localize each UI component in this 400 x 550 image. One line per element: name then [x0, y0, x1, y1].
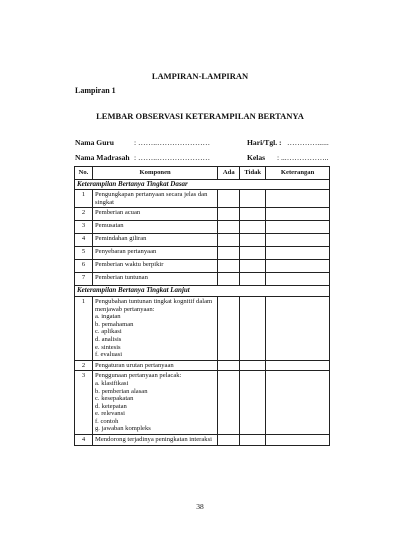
- row-number: 4: [75, 234, 93, 247]
- table-row: [75, 190, 330, 208]
- row-component: Pemindahan giliran: [92, 234, 217, 247]
- list-item: b. pemahaman: [94, 320, 134, 328]
- cell-keterangan[interactable]: [266, 208, 330, 221]
- nama-madrasah-value: : ……..…………………: [134, 153, 211, 162]
- row-component: Penyebaran pertanyaan: [92, 247, 217, 260]
- cell-tidak[interactable]: [240, 247, 266, 260]
- list-item: e. relevansi: [94, 410, 125, 418]
- cell-ada[interactable]: [218, 273, 240, 286]
- cell-ada[interactable]: [218, 360, 240, 371]
- cell-tidak[interactable]: [240, 371, 266, 435]
- row-number: 7: [75, 273, 93, 286]
- table-row: [75, 208, 330, 221]
- row-component: Pemberian tuntunan: [92, 273, 217, 286]
- cell-ada[interactable]: [218, 208, 240, 221]
- cell-tidak[interactable]: [240, 234, 266, 247]
- cell-keterangan[interactable]: [266, 190, 330, 208]
- cell-keterangan[interactable]: [266, 247, 330, 260]
- observation-table: [74, 166, 330, 446]
- section-dasar-title: Keterampilan Bertanya Tingkat Dasar: [75, 179, 330, 190]
- row-component: Pengaturan urutan pertanyaan: [92, 360, 217, 371]
- row-component-text: Pengubahan tuntunan tingkat kognitif dalam menjawab pertanyaan:: [94, 297, 213, 313]
- row-number: 2: [75, 208, 93, 221]
- cell-ada[interactable]: [218, 371, 240, 435]
- row-number: 1: [75, 296, 93, 360]
- cell-tidak[interactable]: [240, 435, 266, 446]
- cell-ada[interactable]: [218, 234, 240, 247]
- hari-value: …………......: [287, 138, 329, 147]
- cell-keterangan[interactable]: [266, 371, 330, 435]
- table-row: [75, 435, 330, 446]
- row-component: Pemberian acuan: [92, 208, 217, 221]
- list-item: c. kesepakatan: [94, 395, 134, 403]
- table-row: [75, 247, 330, 260]
- list-item: f. contoh: [94, 417, 119, 425]
- row-component: Pemberian waktu berpikir: [92, 260, 217, 273]
- row-component: Pemusatan: [92, 221, 217, 234]
- list-item: c. aplikasi: [94, 328, 122, 336]
- page-number: 38: [196, 502, 204, 511]
- cell-keterangan[interactable]: [266, 221, 330, 234]
- header-keterangan: Keterangan: [266, 167, 330, 180]
- table-row: [75, 273, 330, 286]
- cell-keterangan[interactable]: [266, 260, 330, 273]
- table-row: [75, 234, 330, 247]
- sub-item-list: [95, 313, 215, 359]
- page-title: LAMPIRAN-LAMPIRAN: [151, 71, 249, 81]
- cell-keterangan[interactable]: [266, 360, 330, 371]
- list-item: e. sintesis: [94, 343, 121, 351]
- header-no: No.: [75, 167, 93, 180]
- section-row-lanjut: [75, 286, 330, 297]
- nama-madrasah-label: Nama Madrasah: [75, 153, 130, 162]
- cell-keterangan[interactable]: [266, 234, 330, 247]
- row-number: 6: [75, 260, 93, 273]
- cell-tidak[interactable]: [240, 296, 266, 360]
- header-tidak: Tidak: [240, 167, 266, 180]
- cell-keterangan[interactable]: [266, 435, 330, 446]
- row-number: 3: [75, 371, 93, 435]
- list-item: f. evaluasi: [94, 351, 123, 359]
- cell-keterangan[interactable]: [266, 296, 330, 360]
- table-row: [75, 221, 330, 234]
- hari-label: Hari/Tgl. :: [247, 138, 282, 147]
- cell-ada[interactable]: [218, 435, 240, 446]
- cell-tidak[interactable]: [240, 208, 266, 221]
- table-row: [75, 371, 330, 435]
- cell-tidak[interactable]: [240, 273, 266, 286]
- table-row: [75, 360, 330, 371]
- table-row: [75, 260, 330, 273]
- row-number: 5: [75, 247, 93, 260]
- row-component-text: Penggunaan pertanyaan pelacak:: [94, 372, 182, 380]
- kelas-label: Kelas: [247, 153, 266, 162]
- lampiran-label: Lampiran 1: [75, 86, 116, 95]
- table-header-row: [75, 167, 330, 180]
- table-row: [75, 296, 330, 360]
- cell-ada[interactable]: [218, 296, 240, 360]
- form-subtitle: LEMBAR OBSERVASI KETERAMPILAN BERTANYA: [96, 111, 304, 121]
- sub-item-list: [95, 380, 215, 433]
- header-komponen: Komponen: [92, 167, 217, 180]
- kelas-value: : ...……………..: [277, 153, 329, 162]
- cell-ada[interactable]: [218, 190, 240, 208]
- list-item: d. analisis: [94, 335, 122, 343]
- nama-guru-value: : ……..…………………: [134, 138, 211, 147]
- row-number: 3: [75, 221, 93, 234]
- list-item: b. pemberian alasan: [94, 387, 148, 395]
- header-ada: Ada: [218, 167, 240, 180]
- section-lanjut-title: Keterampilan Bertanya Tingkat Lanjut: [75, 286, 330, 297]
- row-component: Mendorong terjadinya peningkatan interaksi: [92, 435, 217, 446]
- cell-ada[interactable]: [218, 221, 240, 234]
- list-item: a. klasifikasi: [94, 379, 129, 387]
- row-number: 4: [75, 435, 93, 446]
- row-number: 2: [75, 360, 93, 371]
- cell-tidak[interactable]: [240, 190, 266, 208]
- cell-ada[interactable]: [218, 247, 240, 260]
- cell-tidak[interactable]: [240, 360, 266, 371]
- section-row-dasar: [75, 179, 330, 190]
- row-number: 1: [75, 190, 93, 208]
- row-component: [92, 296, 217, 360]
- list-item: g. jawaban kompleks: [94, 425, 151, 433]
- cell-tidak[interactable]: [240, 221, 266, 234]
- cell-keterangan[interactable]: [266, 273, 330, 286]
- cell-ada[interactable]: [218, 260, 240, 273]
- list-item: a. ingatan: [94, 313, 121, 321]
- cell-tidak[interactable]: [240, 260, 266, 273]
- list-item: d. ketepatan: [94, 402, 127, 410]
- row-component: Pengungkapan pertanyaan secara jelas dan singkat: [92, 190, 217, 208]
- nama-guru-label: Nama Guru: [75, 138, 115, 147]
- row-component: [92, 371, 217, 435]
